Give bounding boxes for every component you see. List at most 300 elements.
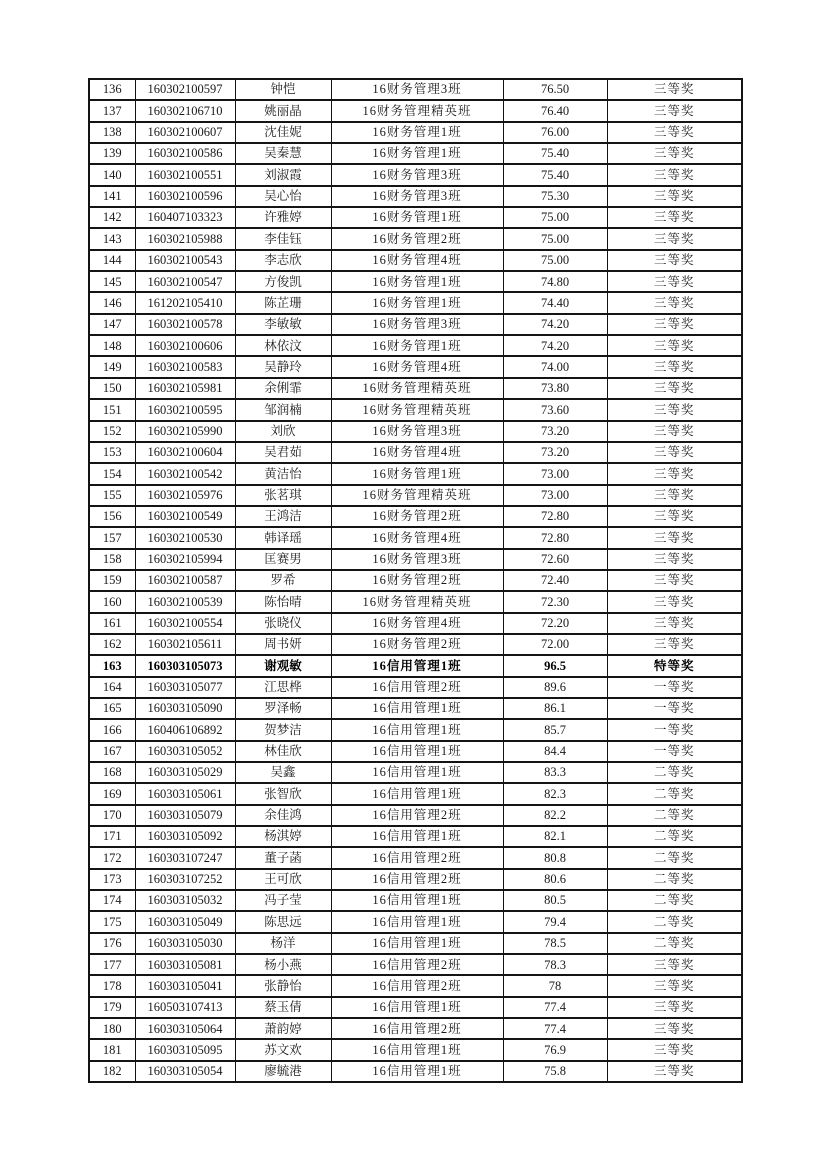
cell-score: 72.60 [503,549,607,570]
cell-award: 三等奖 [607,997,742,1018]
cell-rank: 146 [89,292,135,313]
cell-id: 160302105994 [135,549,235,570]
cell-class: 16信用管理1班 [331,1039,503,1060]
cell-rank: 137 [89,100,135,121]
cell-rank: 173 [89,869,135,890]
cell-name: 谢观敏 [235,655,331,676]
cell-rank: 143 [89,228,135,249]
cell-rank: 150 [89,378,135,399]
cell-id: 160406106892 [135,719,235,740]
cell-award: 一等奖 [607,677,742,698]
table-row [89,485,742,506]
cell-class: 16财务管理1班 [331,122,503,143]
table-row [89,506,742,527]
cell-rank: 155 [89,485,135,506]
cell-score: 73.00 [503,463,607,484]
cell-class: 16财务管理4班 [331,613,503,634]
cell-score: 78.5 [503,933,607,954]
cell-score: 74.20 [503,314,607,335]
cell-name: 张智欣 [235,783,331,804]
cell-score: 96.5 [503,655,607,676]
cell-rank: 166 [89,719,135,740]
table-row [89,186,742,207]
cell-id: 160302100595 [135,399,235,420]
table-row [89,442,742,463]
table-row [89,207,742,228]
cell-score: 76.00 [503,122,607,143]
cell-score: 72.80 [503,527,607,548]
cell-id: 160302100587 [135,570,235,591]
cell-rank: 152 [89,421,135,442]
cell-class: 16财务管理3班 [331,79,503,100]
cell-id: 160302100549 [135,506,235,527]
cell-class: 16信用管理2班 [331,954,503,975]
cell-rank: 161 [89,613,135,634]
cell-class: 16财务管理1班 [331,207,503,228]
cell-award: 三等奖 [607,292,742,313]
table-row [89,698,742,719]
cell-class: 16财务管理1班 [331,143,503,164]
cell-name: 吴秦慧 [235,143,331,164]
cell-award: 二等奖 [607,911,742,932]
cell-name: 杨小燕 [235,954,331,975]
cell-class: 16信用管理2班 [331,847,503,868]
cell-class: 16信用管理2班 [331,677,503,698]
cell-score: 75.00 [503,250,607,271]
table-row [89,314,742,335]
table-row [89,933,742,954]
cell-rank: 138 [89,122,135,143]
table-row [89,421,742,442]
cell-rank: 147 [89,314,135,335]
table-row [89,762,742,783]
cell-rank: 141 [89,186,135,207]
cell-id: 160303105049 [135,911,235,932]
table-row [89,143,742,164]
table-row [89,79,742,100]
cell-rank: 176 [89,933,135,954]
cell-award: 三等奖 [607,485,742,506]
cell-rank: 159 [89,570,135,591]
table-row [89,100,742,121]
cell-name: 吴鑫 [235,762,331,783]
cell-score: 78.3 [503,954,607,975]
cell-class: 16信用管理2班 [331,869,503,890]
table-row [89,677,742,698]
cell-id: 160303105030 [135,933,235,954]
cell-score: 85.7 [503,719,607,740]
cell-rank: 144 [89,250,135,271]
cell-award: 三等奖 [607,463,742,484]
cell-class: 16信用管理1班 [331,783,503,804]
cell-class: 16财务管理1班 [331,335,503,356]
cell-name: 许雅婷 [235,207,331,228]
table-row [89,783,742,804]
cell-rank: 136 [89,79,135,100]
cell-award: 三等奖 [607,164,742,185]
table-row [89,911,742,932]
cell-rank: 172 [89,847,135,868]
cell-rank: 174 [89,890,135,911]
table-row [89,527,742,548]
cell-class: 16信用管理1班 [331,933,503,954]
table-row [89,655,742,676]
cell-score: 78 [503,975,607,996]
cell-award: 三等奖 [607,1018,742,1039]
cell-class: 16信用管理1班 [331,655,503,676]
cell-score: 72.20 [503,613,607,634]
cell-award: 三等奖 [607,207,742,228]
cell-rank: 169 [89,783,135,804]
cell-id: 160303105032 [135,890,235,911]
cell-award: 三等奖 [607,314,742,335]
cell-id: 160302105976 [135,485,235,506]
cell-award: 二等奖 [607,762,742,783]
cell-name: 苏文欢 [235,1039,331,1060]
award-table-body [89,79,742,1082]
table-row [89,228,742,249]
table-row [89,463,742,484]
cell-award: 三等奖 [607,591,742,612]
cell-id: 160303105077 [135,677,235,698]
cell-name: 刘欣 [235,421,331,442]
cell-score: 80.6 [503,869,607,890]
cell-id: 160302100604 [135,442,235,463]
cell-id: 160302100543 [135,250,235,271]
cell-award: 三等奖 [607,1061,742,1082]
cell-class: 16财务管理4班 [331,356,503,377]
table-row [89,1039,742,1060]
cell-id: 160302100596 [135,186,235,207]
cell-name: 吴静玲 [235,356,331,377]
table-row [89,164,742,185]
cell-class: 16财务管理2班 [331,506,503,527]
cell-id: 160302100554 [135,613,235,634]
cell-class: 16财务管理3班 [331,186,503,207]
cell-score: 82.3 [503,783,607,804]
cell-score: 74.00 [503,356,607,377]
cell-id: 160303105073 [135,655,235,676]
cell-class: 16信用管理1班 [331,997,503,1018]
cell-name: 吴君茹 [235,442,331,463]
cell-id: 160302100583 [135,356,235,377]
cell-class: 16信用管理2班 [331,805,503,826]
cell-name: 萧韵婷 [235,1018,331,1039]
cell-name: 罗泽畅 [235,698,331,719]
cell-name: 陈芷珊 [235,292,331,313]
cell-award: 三等奖 [607,250,742,271]
cell-id: 160302100578 [135,314,235,335]
cell-class: 16信用管理1班 [331,1061,503,1082]
cell-score: 74.80 [503,271,607,292]
cell-class: 16财务管理3班 [331,549,503,570]
cell-name: 冯子莹 [235,890,331,911]
cell-award: 三等奖 [607,186,742,207]
cell-id: 160302100551 [135,164,235,185]
cell-name: 李敏敏 [235,314,331,335]
cell-score: 75.40 [503,164,607,185]
cell-award: 三等奖 [607,335,742,356]
table-row [89,591,742,612]
table-row [89,805,742,826]
cell-name: 杨淇婷 [235,826,331,847]
table-row [89,719,742,740]
cell-award: 三等奖 [607,122,742,143]
cell-class: 16财务管理3班 [331,314,503,335]
cell-rank: 162 [89,634,135,655]
cell-name: 匡赛男 [235,549,331,570]
cell-name: 余俐霏 [235,378,331,399]
cell-name: 江思桦 [235,677,331,698]
cell-name: 贺梦洁 [235,719,331,740]
cell-name: 张晓仪 [235,613,331,634]
cell-score: 72.30 [503,591,607,612]
cell-award: 三等奖 [607,442,742,463]
cell-id: 160303105092 [135,826,235,847]
cell-score: 77.4 [503,1018,607,1039]
cell-score: 72.00 [503,634,607,655]
cell-score: 83.3 [503,762,607,783]
cell-rank: 139 [89,143,135,164]
cell-class: 16信用管理2班 [331,975,503,996]
cell-award: 二等奖 [607,805,742,826]
cell-award: 二等奖 [607,869,742,890]
cell-class: 16财务管理4班 [331,250,503,271]
cell-id: 160407103323 [135,207,235,228]
cell-award: 三等奖 [607,613,742,634]
cell-name: 李佳钰 [235,228,331,249]
cell-class: 16财务管理4班 [331,442,503,463]
cell-rank: 160 [89,591,135,612]
cell-rank: 171 [89,826,135,847]
cell-class: 16财务管理2班 [331,570,503,591]
cell-rank: 170 [89,805,135,826]
cell-name: 林佳欣 [235,741,331,762]
cell-award: 三等奖 [607,378,742,399]
cell-score: 82.1 [503,826,607,847]
cell-score: 76.40 [503,100,607,121]
cell-award: 三等奖 [607,549,742,570]
cell-award: 特等奖 [607,655,742,676]
cell-class: 16财务管理精英班 [331,591,503,612]
cell-name: 陈怡晴 [235,591,331,612]
cell-score: 73.80 [503,378,607,399]
cell-score: 73.20 [503,442,607,463]
cell-rank: 179 [89,997,135,1018]
cell-name: 刘淑霞 [235,164,331,185]
table-row [89,634,742,655]
cell-score: 77.4 [503,997,607,1018]
cell-name: 沈佳妮 [235,122,331,143]
cell-id: 160303105041 [135,975,235,996]
cell-id: 160302100539 [135,591,235,612]
cell-award: 二等奖 [607,826,742,847]
cell-id: 160303105061 [135,783,235,804]
cell-class: 16财务管理3班 [331,164,503,185]
cell-award: 二等奖 [607,890,742,911]
cell-score: 73.60 [503,399,607,420]
table-row [89,826,742,847]
cell-score: 75.00 [503,228,607,249]
cell-score: 72.40 [503,570,607,591]
table-row [89,250,742,271]
cell-name: 方俊凯 [235,271,331,292]
cell-rank: 181 [89,1039,135,1060]
cell-name: 王鸿洁 [235,506,331,527]
cell-name: 余佳鸿 [235,805,331,826]
cell-score: 75.40 [503,143,607,164]
cell-id: 160302105981 [135,378,235,399]
cell-name: 黄洁怡 [235,463,331,484]
cell-name: 周书妍 [235,634,331,655]
cell-name: 杨洋 [235,933,331,954]
cell-id: 160303107252 [135,869,235,890]
cell-class: 16信用管理1班 [331,890,503,911]
cell-name: 邹润楠 [235,399,331,420]
table-row [89,613,742,634]
cell-class: 16财务管理精英班 [331,100,503,121]
cell-score: 75.8 [503,1061,607,1082]
cell-id: 160303105079 [135,805,235,826]
cell-score: 73.20 [503,421,607,442]
cell-class: 16财务管理2班 [331,634,503,655]
cell-award: 三等奖 [607,271,742,292]
cell-rank: 151 [89,399,135,420]
cell-name: 钟恺 [235,79,331,100]
cell-id: 160302105988 [135,228,235,249]
cell-score: 72.80 [503,506,607,527]
cell-rank: 145 [89,271,135,292]
cell-class: 16信用管理2班 [331,1018,503,1039]
cell-class: 16财务管理精英班 [331,378,503,399]
cell-rank: 164 [89,677,135,698]
cell-award: 二等奖 [607,847,742,868]
cell-rank: 175 [89,911,135,932]
cell-class: 16信用管理1班 [331,698,503,719]
cell-award: 三等奖 [607,975,742,996]
table-row [89,1061,742,1082]
table-row [89,741,742,762]
cell-score: 80.8 [503,847,607,868]
cell-name: 王可欣 [235,869,331,890]
cell-name: 韩译瑶 [235,527,331,548]
cell-rank: 167 [89,741,135,762]
cell-award: 三等奖 [607,228,742,249]
cell-rank: 177 [89,954,135,975]
cell-id: 160303105029 [135,762,235,783]
cell-award: 三等奖 [607,1039,742,1060]
cell-rank: 163 [89,655,135,676]
cell-class: 16财务管理2班 [331,228,503,249]
cell-id: 160302100606 [135,335,235,356]
cell-rank: 165 [89,698,135,719]
cell-award: 二等奖 [607,783,742,804]
cell-class: 16财务管理4班 [331,527,503,548]
cell-name: 罗希 [235,570,331,591]
cell-id: 160303105054 [135,1061,235,1082]
table-row [89,549,742,570]
cell-id: 160302100542 [135,463,235,484]
cell-award: 三等奖 [607,527,742,548]
cell-rank: 149 [89,356,135,377]
cell-name: 蔡玉倩 [235,997,331,1018]
cell-award: 三等奖 [607,634,742,655]
cell-award: 三等奖 [607,954,742,975]
cell-award: 一等奖 [607,741,742,762]
cell-award: 三等奖 [607,421,742,442]
cell-class: 16信用管理1班 [331,826,503,847]
cell-award: 二等奖 [607,933,742,954]
cell-name: 吴心怡 [235,186,331,207]
cell-id: 160302100547 [135,271,235,292]
cell-score: 76.9 [503,1039,607,1060]
cell-rank: 156 [89,506,135,527]
table-row [89,271,742,292]
cell-id: 160302105611 [135,634,235,655]
cell-id: 161202105410 [135,292,235,313]
cell-award: 三等奖 [607,100,742,121]
cell-name: 姚丽晶 [235,100,331,121]
cell-id: 160302100607 [135,122,235,143]
table-row [89,399,742,420]
cell-id: 160303105090 [135,698,235,719]
cell-name: 陈思远 [235,911,331,932]
table-row [89,975,742,996]
cell-id: 160302105990 [135,421,235,442]
cell-class: 16财务管理1班 [331,292,503,313]
cell-id: 160302100597 [135,79,235,100]
cell-id: 160302100586 [135,143,235,164]
cell-score: 76.50 [503,79,607,100]
table-row [89,997,742,1018]
cell-rank: 142 [89,207,135,228]
cell-id: 160303105052 [135,741,235,762]
cell-class: 16财务管理精英班 [331,399,503,420]
cell-rank: 140 [89,164,135,185]
cell-score: 80.5 [503,890,607,911]
cell-id: 160303107247 [135,847,235,868]
table-row [89,954,742,975]
cell-class: 16信用管理1班 [331,741,503,762]
cell-award: 三等奖 [607,506,742,527]
cell-award: 三等奖 [607,356,742,377]
cell-award: 三等奖 [607,143,742,164]
cell-rank: 168 [89,762,135,783]
cell-award: 三等奖 [607,399,742,420]
cell-score: 89.6 [503,677,607,698]
cell-name: 李志欣 [235,250,331,271]
cell-class: 16财务管理3班 [331,421,503,442]
table-row [89,1018,742,1039]
cell-id: 160302100530 [135,527,235,548]
cell-class: 16信用管理1班 [331,762,503,783]
cell-name: 张茗琪 [235,485,331,506]
cell-score: 86.1 [503,698,607,719]
cell-score: 74.40 [503,292,607,313]
cell-rank: 154 [89,463,135,484]
cell-rank: 148 [89,335,135,356]
table-row [89,378,742,399]
cell-award: 一等奖 [607,719,742,740]
cell-name: 张静怡 [235,975,331,996]
cell-score: 84.4 [503,741,607,762]
cell-class: 16信用管理1班 [331,719,503,740]
cell-name: 董子菡 [235,847,331,868]
table-row [89,122,742,143]
table-row [89,335,742,356]
cell-id: 160302106710 [135,100,235,121]
cell-class: 16财务管理精英班 [331,485,503,506]
